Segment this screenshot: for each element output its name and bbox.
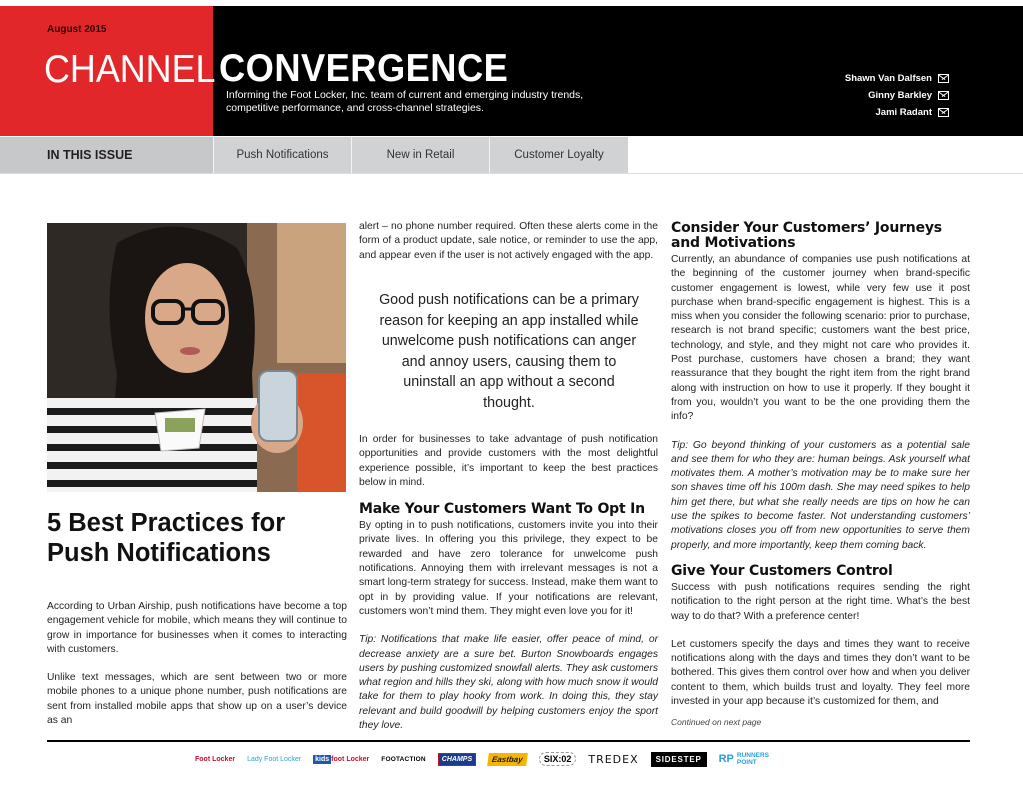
section-heading-journeys: Consider Your Customers’ Journeys and Motivations [671,220,942,251]
tab-new-in-retail[interactable]: New in Retail [351,137,489,173]
paragraph: In order for businesses to take advantage of push notification opportunities and provide customers with the most delightful experience possible, it’s important to keep the best practices below in mind. [359,434,658,488]
author-item[interactable] [845,87,949,104]
paragraph: Let customers specify the days and times they want to receive notifications along with the days and times they don’t want to be bothered. This gives them control over how and when you deliver content to them, which builds trust and loyalty. They feel more invested in your app because it’s customized for them, and [671,638,970,708]
in-this-issue-label: IN THIS ISSUE [0,137,213,173]
paragraph: Unlike text messages, which are sent between two or more mobile phones to a unique phone number, push notifications are sent from installed mobile apps that show up on a user’s device as an [47,672,347,727]
paragraph: According to Urban Airship, push notifications have become a top engagement vehicle for mobile, which means they will continue to grow in importance for businesses when it comes to interacting with customers. [47,601,347,655]
article-headline: 5 Best Practices for Push Notifications [47,509,286,567]
author-item[interactable] [845,104,949,121]
author-name: Jami Radant [875,107,932,118]
six02-logo: SIX:02 [539,752,577,766]
author-item[interactable] [845,70,949,87]
paragraph: alert – no phone number required. Often these alerts come in the form of a product update, sale notice, or reminder to use the app, and appear even if the user is not actively engaged with the app. [359,221,658,261]
article-column-2-lower [359,433,658,747]
mail-icon[interactable] [938,91,949,100]
mail-icon[interactable] [938,108,949,117]
runners-point-logo [719,752,783,766]
article-photo [47,223,346,492]
article-column-3 [671,221,970,730]
article-column-2 [359,220,658,277]
banner-logos [195,748,783,770]
footer-divider [47,740,970,742]
masthead-convergence: CONVERGENCE [219,47,509,90]
masthead-tagline: Informing the Foot Locker, Inc. team of current and emerging industry trends, competitive performance, and cross-channel strategies. [226,89,584,114]
runners-point-text: RUNNERS POINT [736,752,770,766]
champs-logo: CHAMPS [438,753,476,766]
kids-prefix: kids [315,755,330,763]
paragraph: By opting in to push notifications, customers invite you into their private lives. In offering you this privilege, they expect to be rewarded and have zero tolerance for unwelcome push notifications. Annoying them with irrelevant messages is not a smart long-term strategy for success. Instead, make them want to opt in by providing value. If your notifications are relevant, customers won’t mind them. They might even love you for it! [359,520,658,617]
tip-paragraph: Tip: Go beyond thinking of your customers as a potential sale and see them for who they are: human beings. Ask yourself what motivates them. A mother’s motivation may be to make sure her son shaves time off his 100m dash. She may need spikes to help him get there, but what she really needs are tips on how he can use the spikes to become faster. Not understanding customers’ motivations closes you off from new opportunities to serve them properly, and more importantly, keep them coming back. [671,439,970,551]
author-name: Ginny Barkley [868,90,932,101]
masthead-channel: CHANNEL [44,48,216,91]
footaction-logo: FOOTACTION [381,755,426,763]
lady-foot-locker-logo: Lady Foot Locker [247,755,302,763]
tab-push-notifications[interactable]: Push Notifications [213,137,351,173]
tab-customer-loyalty[interactable]: Customer Loyalty [489,137,628,173]
runners-point-mark: RP [718,753,734,765]
issue-date: August 2015 [47,24,107,35]
article-column-1 [47,600,347,742]
section-heading-control: Give Your Customers Control [671,562,893,579]
tredex-logo: TREDEX [588,752,639,766]
kids-foot-locker-text: foot Locker [331,755,370,763]
paragraph: Success with push notifications requires sending the right notification to the right person at the right time. What’s the best way to do that? With a preference center! [671,581,970,622]
foot-locker-logo: Foot Locker [195,755,236,763]
author-list [845,70,949,121]
tip-paragraph: Tip: Notifications that make life easier, offer peace of mind, or decrease anxiety are a sure bet. Burton Snowboards engages users by pushing customized snowfall alerts. They ask customers what region and hills they ski, along with how much snow it would take for them to play hooky from work. In doing this, they stay relevant and build goodwill by helping customers enjoy the sport they love. [359,634,658,732]
eastbay-logo: Eastbay [487,753,528,766]
mail-icon[interactable] [938,74,949,83]
section-heading-opt-in: Make Your Customers Want To Opt In [359,501,645,518]
author-name: Shawn Van Dalfsen [844,73,932,84]
issue-nav [0,137,1023,174]
continued-note[interactable]: Continued on next page [671,717,762,728]
sidestep-logo: SIDESTEP [651,752,707,767]
kids-foot-locker-logo [313,755,369,764]
pull-quote: Good push notifications can be a primary reason for keeping an app installed while unwelcome push notifications can anger and annoy users, causing them to uninstall an app without a second thought. [379,292,639,411]
paragraph: Currently, an abundance of companies use push notifications at the beginning of the customer journey when brand-specific customer engagement is lowest, while very few use it post purchase when brand-specific engagement is highest. This is a miss when you consider the following scenario: prior to purchase, research is not brand specific; customers want the best price, technology, and style, and they might not care who provides it. Post purchase, customers have chosen a brand; they want reassurance that they bought the right item from the right brand along with instruction on how to use it properly. If they bought it from you, wouldn’t you want to be the one providing them the info? [671,254,970,423]
